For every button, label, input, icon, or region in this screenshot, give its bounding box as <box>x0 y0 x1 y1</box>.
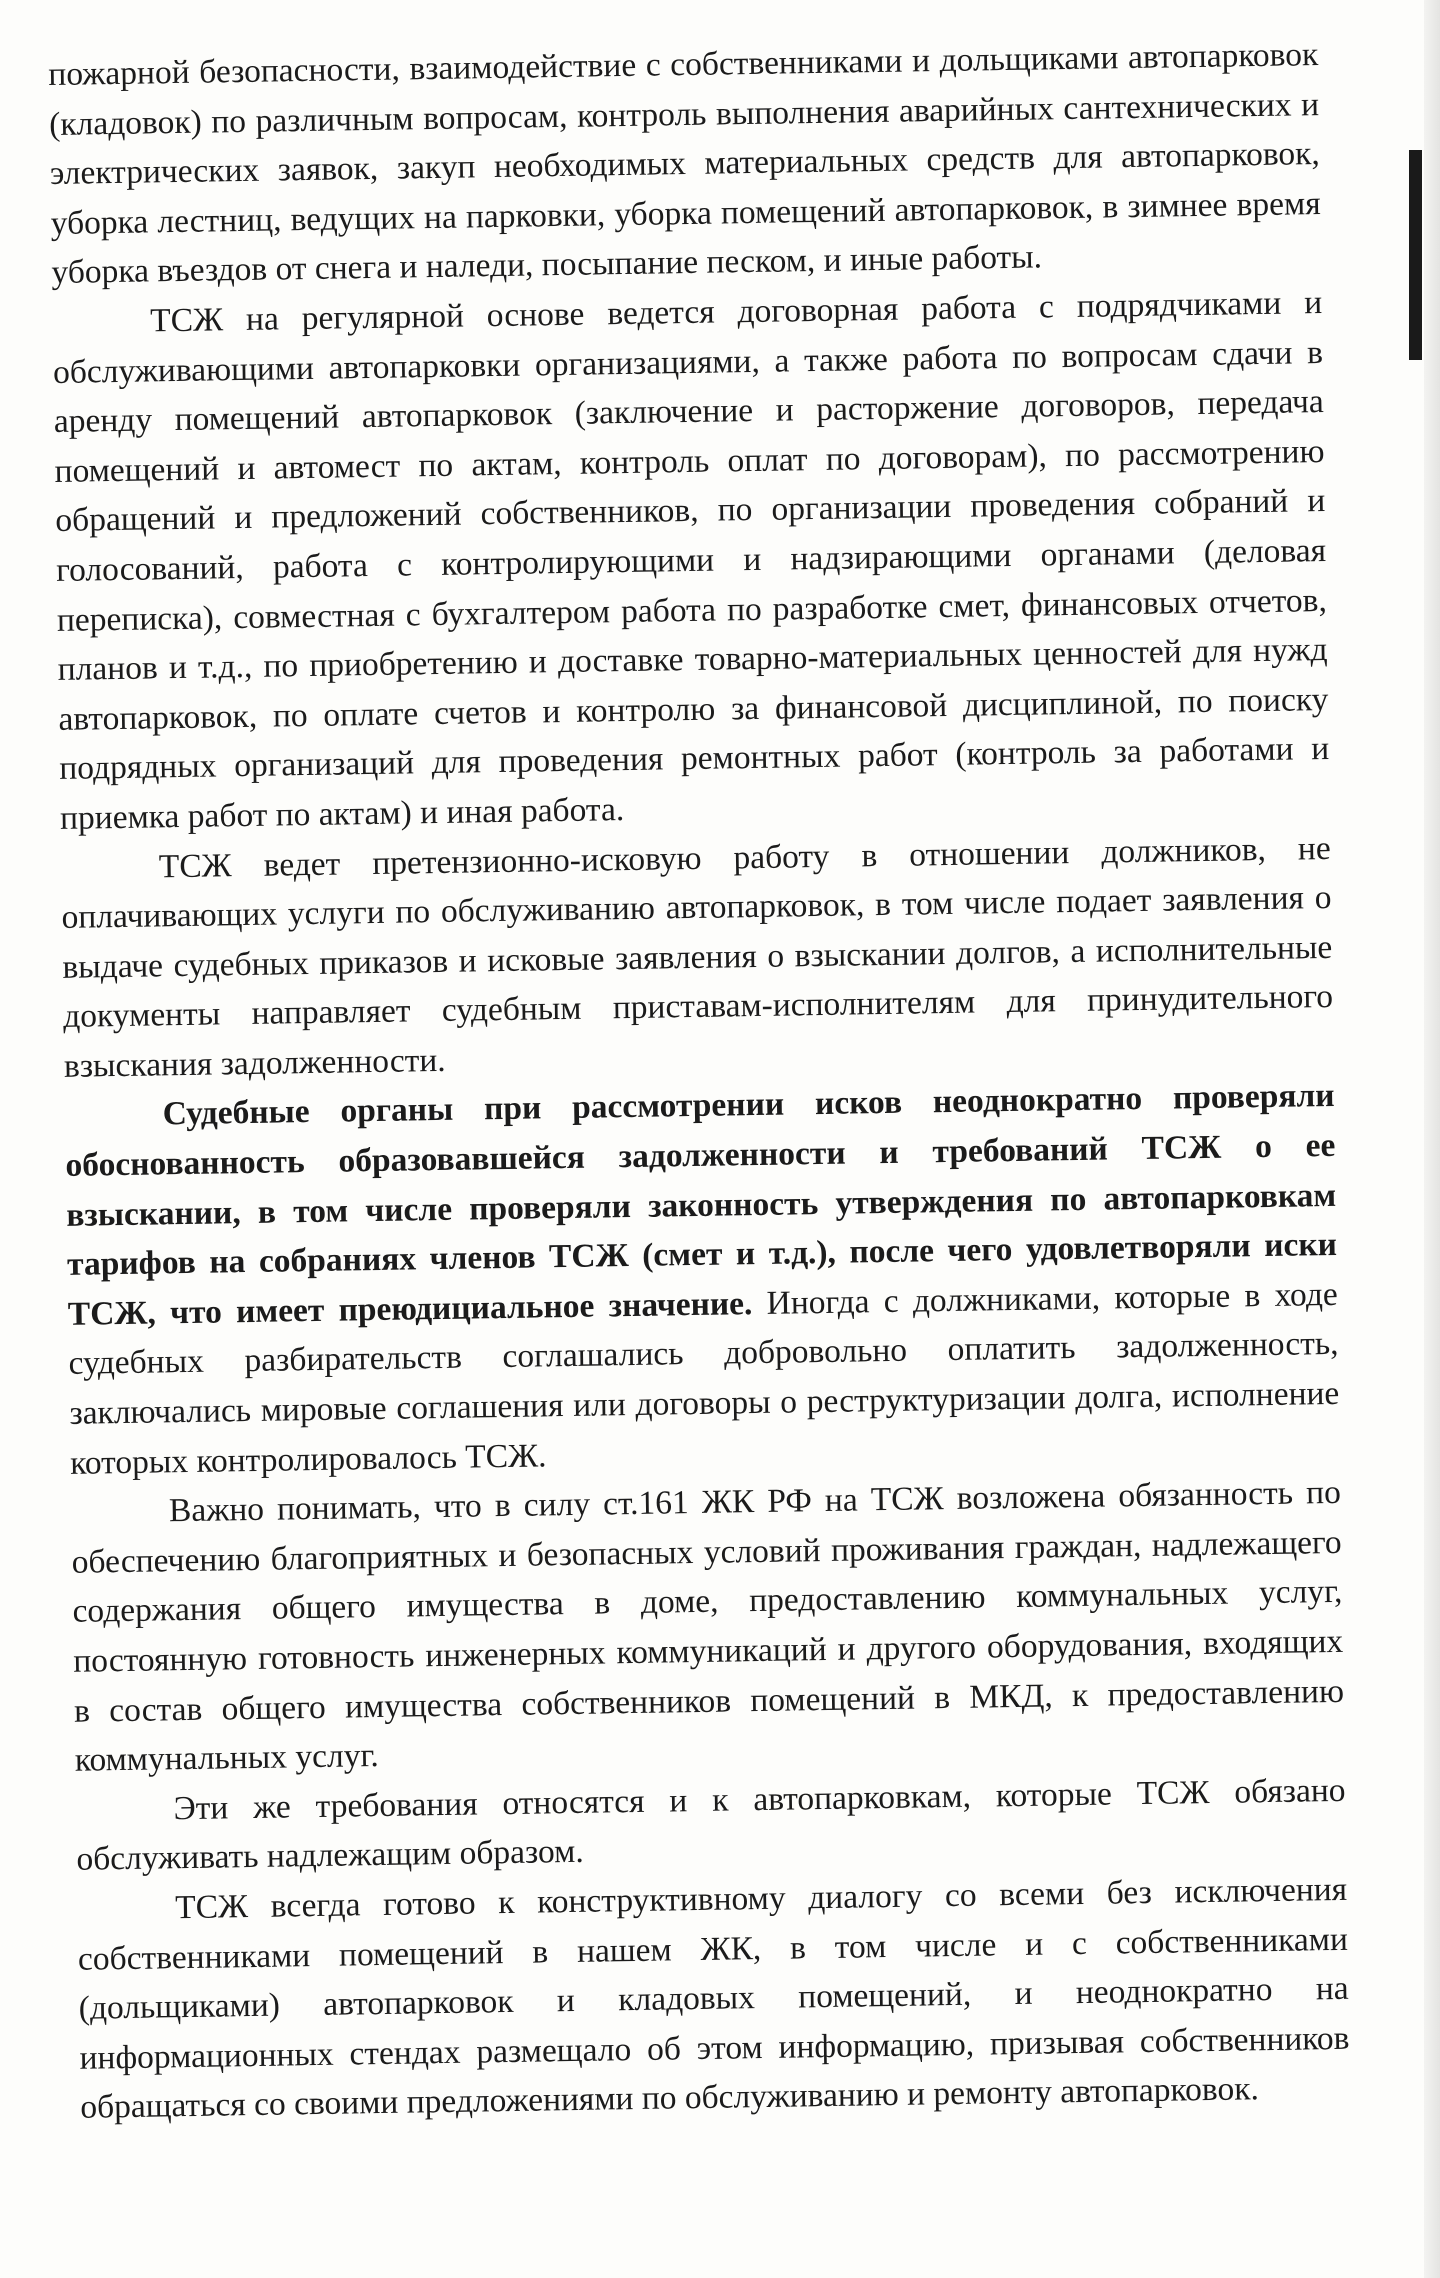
scan-edge-mark <box>1409 150 1422 360</box>
paragraph-contract-work <box>52 278 1330 843</box>
document-body <box>48 30 1351 2133</box>
paragraph-text: пожарной безопасности, взаимодействие с собственниками и дольщиками автопарковок (кладовок) по различным вопросам, контроль выполнения аварийных сантехнических и электрических заявок, закуп необходимых материальных средств для автопарковок, уборка лестниц, ведущих на парковки, уборка помещений автопарковок, в зимнее время уборка въездов от снега и наледи, посыпание песком, и иные работы. <box>48 36 1321 292</box>
paragraph-legal-duty <box>71 1468 1346 1785</box>
paragraph-bold-text: Судебные органы при рассмотрении исков неоднократно проверяли обоснованность образовавшейся задолженности и требований ТСЖ о ее взыскании, в том числе проверяли законность утверждения по автопарковкам тарифов на собраниях членов ТСЖ (смет и т.д.), после чего удовлетворяли иски ТСЖ, что имеет преюдициальное значение. <box>65 1077 1338 1333</box>
paragraph-text: Эти же требования относятся и к автопарковкам, которые ТСЖ обязано обслуживать надлежащим образом. <box>76 1771 1346 1879</box>
paragraph-text: Важно понимать, что в силу ст.161 ЖК РФ на ТСЖ возложена обязанность по обеспечению благоприятных и безопасных условий проживания граждан, надлежащего содержания общего имущества в доме, предоставлению коммунальных услуг, постоянную готовность инженерных коммуникаций и другого оборудования, входящих в состав общего имущества собственников помещений в МКД, к предоставлению коммунальных услуг. <box>71 1474 1345 1779</box>
paragraph-court-review <box>64 1071 1340 1488</box>
paragraph-claims-work <box>60 823 1334 1091</box>
paragraph-dialogue <box>77 1865 1351 2133</box>
paragraph-text: ТСЖ всегда готово к конструктивному диалогу со всеми без исключения собственниками помещений в нашем ЖК, в том числе и с собственниками (дольщиками) автопарковок и кладовых помещений, и неоднократно на информационных стендах размещало об этом информацию, призывая собственников обращаться со своими предложениями по обслуживанию и ремонту автопарковок. <box>77 1870 1350 2127</box>
paragraph-text: Иногда с должниками, которые в ходе судебных разбирательств соглашались добровольно оплатить задолженность, заключались мировые соглашения или договоры о реструктуризации долга, исполнение которых контролировалось ТСЖ. <box>68 1275 1340 1482</box>
paragraph-text: ТСЖ на регулярной основе ведется договорная работа с подрядчиками и обслуживающими автопарковки организациями, а также работа по вопросам сдачи в аренду помещений автопарковок (заключение и расторжение договоров, передача помещений и автомест по актам, контроль оплат по договорам), по рассмотрению обращений и предложений собственников, по организации проведения собраний и голосований, работа с контролирующими и надзирающими органами (деловая переписка), совместная с бухгалтером работа по разработке смет, финансовых отчетов, планов и т.д., по приобретению и доставке товарно-материальных ценностей для нужд автопарковок, по оплате счетов и контролю за финансовой дисциплиной, по поиску подрядных организаций для проведения ремонтных работ (контроль за работами и приемка работ по актам) и иная работа. <box>52 283 1330 837</box>
paragraph-text: ТСЖ ведет претензионно-исковую работу в отношении должников, не оплачивающих услуги по обслуживанию автопарковок, в том числе подает заявления о выдаче судебных приказов и исковые заявления о взыскании долгов, а исполнительные документы направляет судебным приставам-исполнителям для принудительного взыскания задолженности. <box>61 829 1334 1085</box>
scan-edge-shadow <box>1424 0 1440 2278</box>
paragraph-continuation <box>48 30 1322 298</box>
